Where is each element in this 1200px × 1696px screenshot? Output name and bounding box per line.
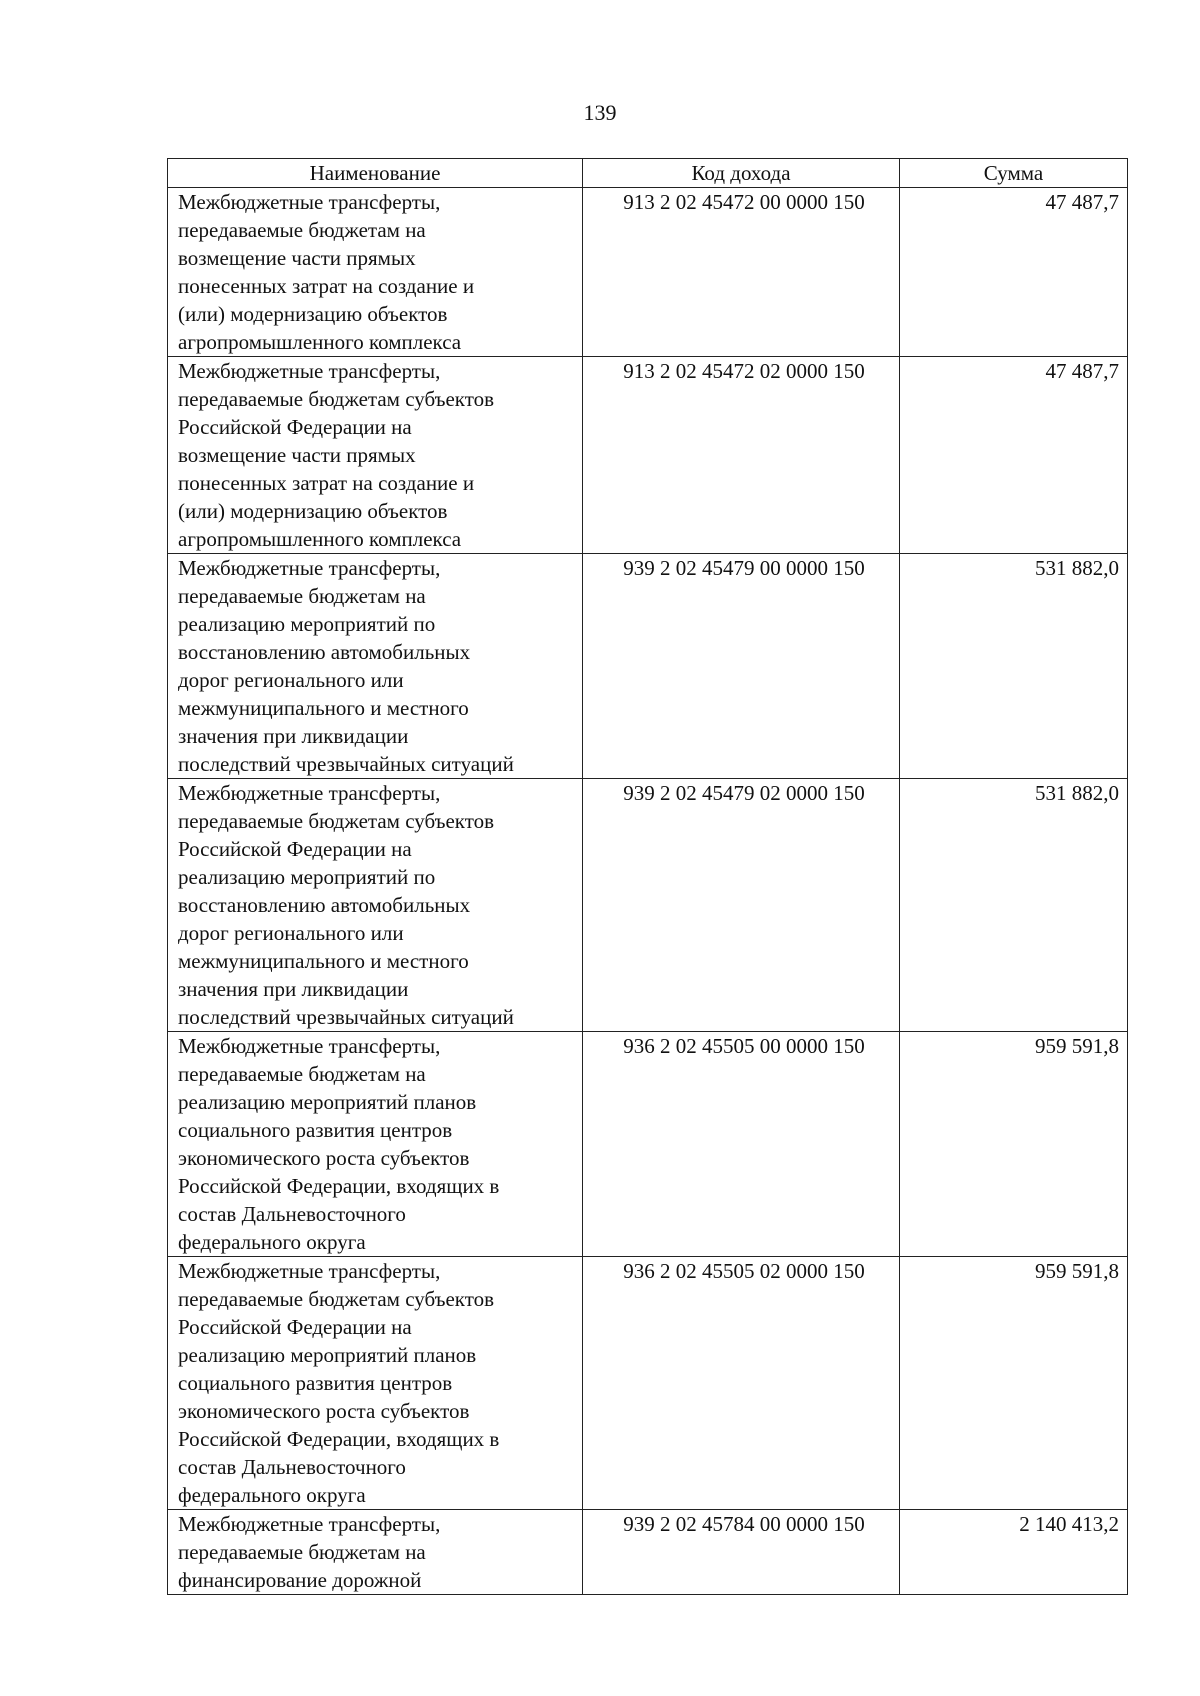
cell-name — [168, 1257, 583, 1510]
cell-name — [168, 1510, 583, 1595]
cell-sum: 47 487,7 — [900, 188, 1128, 357]
name-line: Российской Федерации на — [178, 837, 412, 861]
table-row — [168, 1257, 1128, 1510]
cell-code: 913 2 02 45472 00 0000 150 — [583, 188, 900, 357]
cell-sum: 531 882,0 — [900, 554, 1128, 779]
name-line: Межбюджетные трансферты, — [178, 190, 441, 214]
cell-code: 913 2 02 45472 02 0000 150 — [583, 357, 900, 554]
name-line: значения при ликвидации — [178, 977, 409, 1001]
name-line: передаваемые бюджетам субъектов — [178, 387, 495, 411]
name-line: Межбюджетные трансферты, — [178, 556, 441, 580]
name-line: социального развития центров — [178, 1371, 453, 1395]
name-line: (или) модернизацию объектов — [178, 302, 448, 326]
name-line: реализацию мероприятий по — [178, 612, 436, 636]
name-line: экономического роста субъектов — [178, 1399, 470, 1423]
name-line: передаваемые бюджетам субъектов — [178, 1287, 495, 1311]
name-line: передаваемые бюджетам на — [178, 218, 426, 242]
cell-code: 939 2 02 45479 02 0000 150 — [583, 779, 900, 1032]
name-line: Российской Федерации, входящих в — [178, 1174, 500, 1198]
page-number: 139 — [583, 100, 617, 125]
name-line: (или) модернизацию объектов — [178, 499, 448, 523]
name-line: Межбюджетные трансферты, — [178, 781, 441, 805]
name-line: социального развития центров — [178, 1118, 453, 1142]
name-line: дорог регионального или — [178, 668, 404, 692]
name-line: реализацию мероприятий планов — [178, 1343, 477, 1367]
name-line: последствий чрезвычайных ситуаций — [178, 1005, 514, 1029]
cell-name — [168, 1032, 583, 1257]
name-line: реализацию мероприятий по — [178, 865, 436, 889]
name-line: понесенных затрат на создание и — [178, 471, 475, 495]
revenue-table — [167, 158, 1128, 1595]
name-line: состав Дальневосточного — [178, 1202, 406, 1226]
table-row — [168, 1032, 1128, 1257]
table-row — [168, 1510, 1128, 1595]
table-body — [168, 188, 1128, 1595]
name-line: федерального округа — [178, 1230, 366, 1254]
header-code: Код дохода — [583, 159, 900, 188]
table-row — [168, 188, 1128, 357]
table-row — [168, 554, 1128, 779]
name-line: понесенных затрат на создание и — [178, 274, 475, 298]
name-line: агропромышленного комплекса — [178, 527, 462, 551]
name-line: Межбюджетные трансферты, — [178, 1034, 441, 1058]
name-line: федерального округа — [178, 1483, 366, 1507]
name-line: передаваемые бюджетам субъектов — [178, 809, 495, 833]
name-line: Российской Федерации на — [178, 1315, 412, 1339]
cell-name — [168, 779, 583, 1032]
header-name: Наименование — [168, 159, 583, 188]
name-line: экономического роста субъектов — [178, 1146, 470, 1170]
cell-sum: 959 591,8 — [900, 1257, 1128, 1510]
table-row — [168, 357, 1128, 554]
name-line: последствий чрезвычайных ситуаций — [178, 752, 514, 776]
header-sum: Сумма — [900, 159, 1128, 188]
name-line: дорог регионального или — [178, 921, 404, 945]
name-line: возмещение части прямых — [178, 443, 416, 467]
name-line: реализацию мероприятий планов — [178, 1090, 477, 1114]
name-line: передаваемые бюджетам на — [178, 1540, 426, 1564]
name-line: передаваемые бюджетам на — [178, 584, 426, 608]
name-line: Российской Федерации, входящих в — [178, 1427, 500, 1451]
cell-code: 936 2 02 45505 00 0000 150 — [583, 1032, 900, 1257]
name-line: Российской Федерации на — [178, 415, 412, 439]
name-line: агропромышленного комплекса — [178, 330, 462, 354]
name-line: значения при ликвидации — [178, 724, 409, 748]
cell-sum: 531 882,0 — [900, 779, 1128, 1032]
cell-code: 939 2 02 45784 00 0000 150 — [583, 1510, 900, 1595]
name-line: межмуниципального и местного — [178, 949, 469, 973]
name-line: передаваемые бюджетам на — [178, 1062, 426, 1086]
cell-name — [168, 188, 583, 357]
name-line: межмуниципального и местного — [178, 696, 469, 720]
name-line: финансирование дорожной — [178, 1568, 422, 1592]
name-line: Межбюджетные трансферты, — [178, 1259, 441, 1283]
name-line: восстановлению автомобильных — [178, 640, 471, 664]
cell-sum: 2 140 413,2 — [900, 1510, 1128, 1595]
cell-sum: 959 591,8 — [900, 1032, 1128, 1257]
name-line: Межбюджетные трансферты, — [178, 1512, 441, 1536]
cell-name — [168, 554, 583, 779]
cell-name — [168, 357, 583, 554]
cell-code: 939 2 02 45479 00 0000 150 — [583, 554, 900, 779]
name-line: состав Дальневосточного — [178, 1455, 406, 1479]
name-line: Межбюджетные трансферты, — [178, 359, 441, 383]
cell-code: 936 2 02 45505 02 0000 150 — [583, 1257, 900, 1510]
cell-sum: 47 487,7 — [900, 357, 1128, 554]
table-header-row — [168, 159, 1128, 188]
table-row — [168, 779, 1128, 1032]
name-line: возмещение части прямых — [178, 246, 416, 270]
name-line: восстановлению автомобильных — [178, 893, 471, 917]
